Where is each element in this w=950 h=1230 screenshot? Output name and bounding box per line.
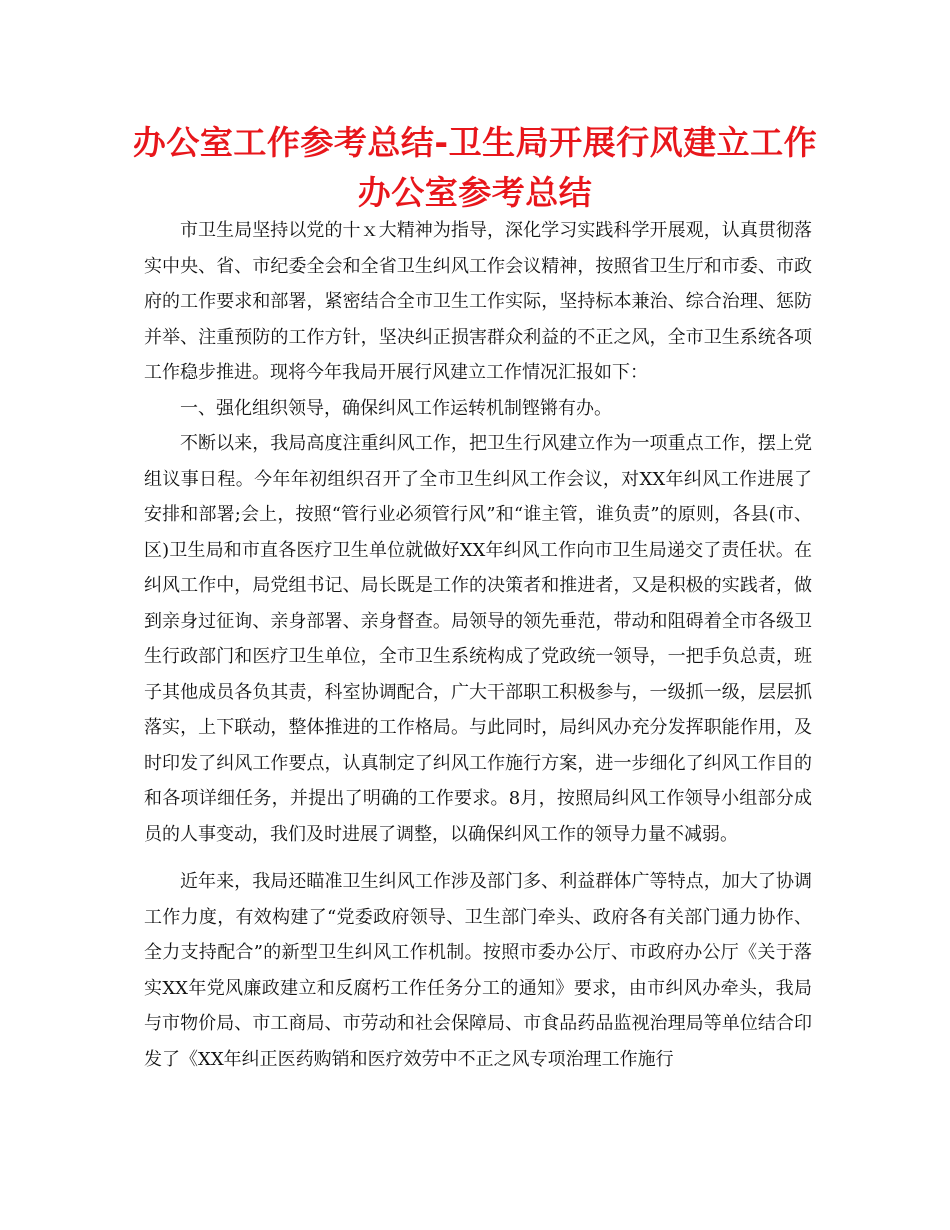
paragraph-leadership: 不断以来，我局高度注重纠风工作，把卫生行风建立作为一项重点工作，摆上党组议事日程。今年年初组织召开了全市卫生纠风工作会议，对XX年纠风工作进展了安排和部署;会上，按照“管行业必须管行风”和“谁主管，谁负责”的原则，各县(市、区)卫生局和市直各医疗卫生单位就做好XX年纠风工作向市卫生局递交了责任状。在纠风工作中，局党组书记、局长既是工作的决策者和推进者，又是积极的实践者，做到亲身过征询、亲身部署、亲身督查。局领导的领先垂范，带动和阻碍着全市各级卫生行政部门和医疗卫生单位，全市卫生系统构成了党政统一领导，一把手负总责，班子其他成员各负其责，科室协调配合，广大干部职工积极参与，一级抓一级，层层抓落实，上下联动，整体推进的工作格局。与此同时，局纠风办充分发挥职能作用，及时印发了纠风工作要点，认真制定了纠风工作施行方案，进一步细化了纠风工作目的和各项详细任务，并提出了明确的工作要求。8月，按照局纠风工作领导小组部分成员的人事变动，我们及时进展了调整，以确保纠风工作的领导力量不减弱。: [144, 433, 812, 845]
document-title: 办公室工作参考总结-卫生局开展行风建立工作办公室参考总结: [132, 123, 818, 212]
section-heading-1: 一、强化组织领导，确保纠风工作运转机制铿锵有办。: [180, 397, 612, 419]
paragraph-intro: 市卫生局坚持以党的十ｘ大精神为指导，深化学习实践科学开展观，认真贯彻落实中央、省、市纪委全会和全省卫生纠风工作会议精神，按照省卫生厅和市委、市政府的工作要求和部署，紧密结合全市卫生工作实际，坚持标本兼治、综合治理、惩防并举、注重预防的工作方针，坚决纠正损害群众利益的不正之风，全市卫生系统各项工作稳步推进。现将今年我局开展行风建立工作情况汇报如下：: [144, 220, 812, 383]
paragraph-coordination: 近年来，我局还瞄准卫生纠风工作涉及部门多、利益群体广等特点，加大了协调工作力度，有效构建了“党委政府领导、卫生部门牵头、政府各有关部门通力协作、全力支持配合”的新型卫生纠风工作机制。按照市委办公厅、市政府办公厅《关于落实XX年党风廉政建立和反腐朽工作任务分工的通知》要求，由市纠风办牵头，我局与市物价局、市工商局、市劳动和社会保障局、市食品药品监视治理局等单位结合印发了《XX年纠正医药购销和医疗效劳中不正之风专项治理工作施行: [144, 871, 812, 1070]
document-body: [144, 213, 812, 1077]
